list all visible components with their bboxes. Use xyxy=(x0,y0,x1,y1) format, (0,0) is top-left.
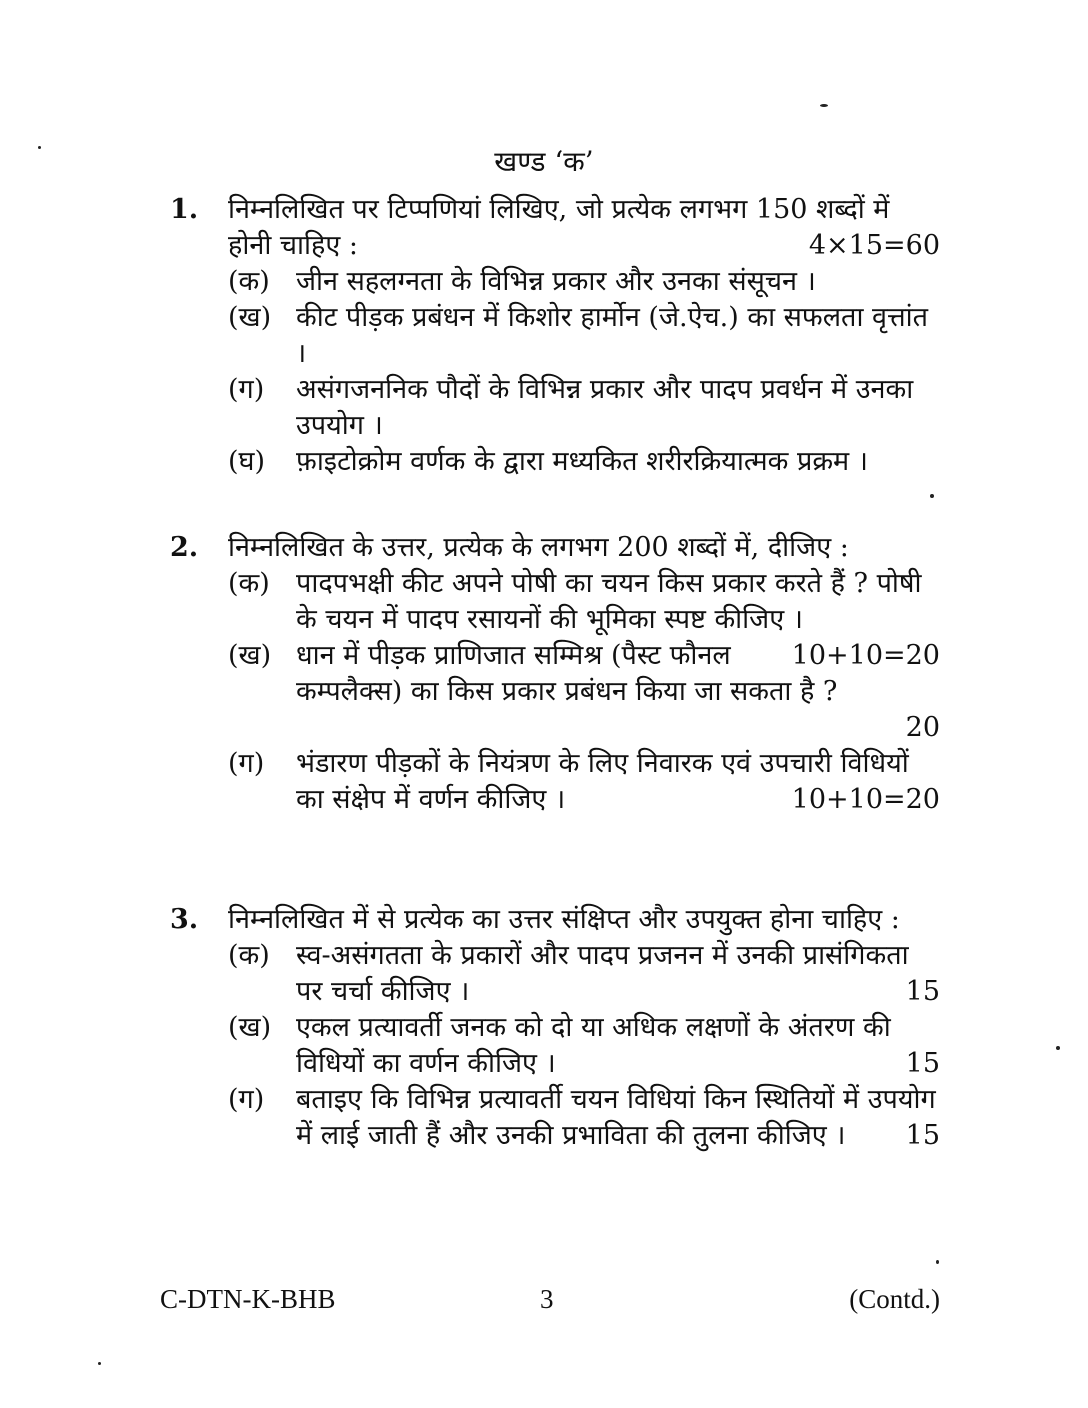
scan-speck xyxy=(936,1260,939,1264)
question-2 xyxy=(170,530,940,818)
part-text: जीन सहलग्नता के विभिन्न प्रकार और उनका संसूचन । xyxy=(296,266,816,297)
scan-speck xyxy=(98,1362,101,1365)
question-number: 3. xyxy=(170,904,199,935)
question-part xyxy=(228,566,940,671)
question-marks: 4×15=60 xyxy=(808,230,940,261)
part-text: एकल प्रत्यावर्ती जनक को दो या अधिक लक्षणों के अंतरण की विधियों का वर्णन कीजिए । xyxy=(296,1012,891,1079)
part-label: (क) xyxy=(228,266,270,297)
page-number: 3 xyxy=(540,1284,554,1314)
question-part xyxy=(228,300,940,372)
question-text: निम्नलिखित के उत्तर, प्रत्येक के लगभग 200 शब्दों में, दीजिए : xyxy=(228,532,849,563)
part-marks: 15 xyxy=(905,976,940,1007)
part-marks: 10+10=20 xyxy=(791,640,940,671)
part-text: धान में पीड़क प्राणिजात सम्मिश्र (पैस्ट फौनल कम्पलैक्स) का किस प्रकार प्रबंधन किया जा सकता है ? xyxy=(296,640,838,707)
question-3 xyxy=(170,902,940,1154)
paper-code: C-DTN-K-BHB xyxy=(160,1284,336,1314)
question-part xyxy=(228,746,940,818)
part-text: कीट पीड़क प्रबंधन में किशोर हार्मोन (जे.ऐच.) का सफलता वृत्तांत । xyxy=(296,302,929,369)
part-label: (क) xyxy=(228,568,270,599)
part-label: (ग) xyxy=(228,1084,265,1115)
part-label: (घ) xyxy=(228,446,266,477)
part-marks: 15 xyxy=(905,1048,940,1079)
question-part xyxy=(228,1082,940,1154)
question-part xyxy=(228,638,940,746)
question-part xyxy=(228,938,940,1010)
continued-label: (Contd.) xyxy=(849,1284,940,1314)
part-text: असंगजननिक पौदों के विभिन्न प्रकार और पादप प्रवर्धन में उनका उपयोग । xyxy=(296,374,914,441)
question-part xyxy=(228,264,940,300)
question-number: 1. xyxy=(170,194,199,225)
part-marks: 20 xyxy=(905,712,940,743)
part-label: (ख) xyxy=(228,640,272,671)
part-marks: 10+10=20 xyxy=(791,784,940,815)
part-text: पादपभक्षी कीट अपने पोषी का चयन किस प्रकार करते हैं ? पोषी के चयन में पादप रसायनों की भूमिका स्पष्ट कीजिए । xyxy=(296,568,922,635)
part-marks: 15 xyxy=(905,1120,940,1151)
question-number: 2. xyxy=(170,532,199,563)
part-label: (ग) xyxy=(228,748,265,779)
scan-speck xyxy=(1056,1046,1060,1050)
part-text: भंडारण पीड़कों के नियंत्रण के लिए निवारक एवं उपचारी विधियों का संक्षेप में वर्णन कीजिए । xyxy=(296,748,909,815)
section-heading: खण्ड ‘क’ xyxy=(494,145,594,178)
question-text: निम्नलिखित पर टिप्पणियां लिखिए, जो प्रत्येक लगभग 150 शब्दों में होनी चाहिए : xyxy=(228,194,890,261)
part-label: (क) xyxy=(228,940,270,971)
scan-speck xyxy=(820,104,828,107)
part-text: स्व-असंगतता के प्रकारों और पादप प्रजनन में उनकी प्रासंगिकता पर चर्चा कीजिए । xyxy=(296,940,909,1007)
scan-speck xyxy=(930,494,934,498)
part-label: (ख) xyxy=(228,302,272,333)
question-part xyxy=(228,372,940,444)
part-text: फ़ाइटोक्रोम वर्णक के द्वारा मध्यकित शरीरक्रियात्मक प्रक्रम । xyxy=(296,446,869,477)
question-part xyxy=(228,1010,940,1082)
part-label: (ख) xyxy=(228,1012,272,1043)
question-text: निम्नलिखित में से प्रत्येक का उत्तर संक्षिप्त और उपयुक्त होना चाहिए : xyxy=(228,904,900,935)
part-text: बताइए कि विभिन्न प्रत्यावर्ती चयन विधियां किन स्थितियों में उपयोग में लाई जाती हैं और उनकी प्रभाविता की तुलना कीजिए । xyxy=(296,1084,936,1151)
question-part xyxy=(228,444,940,480)
part-label: (ग) xyxy=(228,374,265,405)
question-1 xyxy=(170,192,940,480)
scan-speck xyxy=(38,146,41,149)
